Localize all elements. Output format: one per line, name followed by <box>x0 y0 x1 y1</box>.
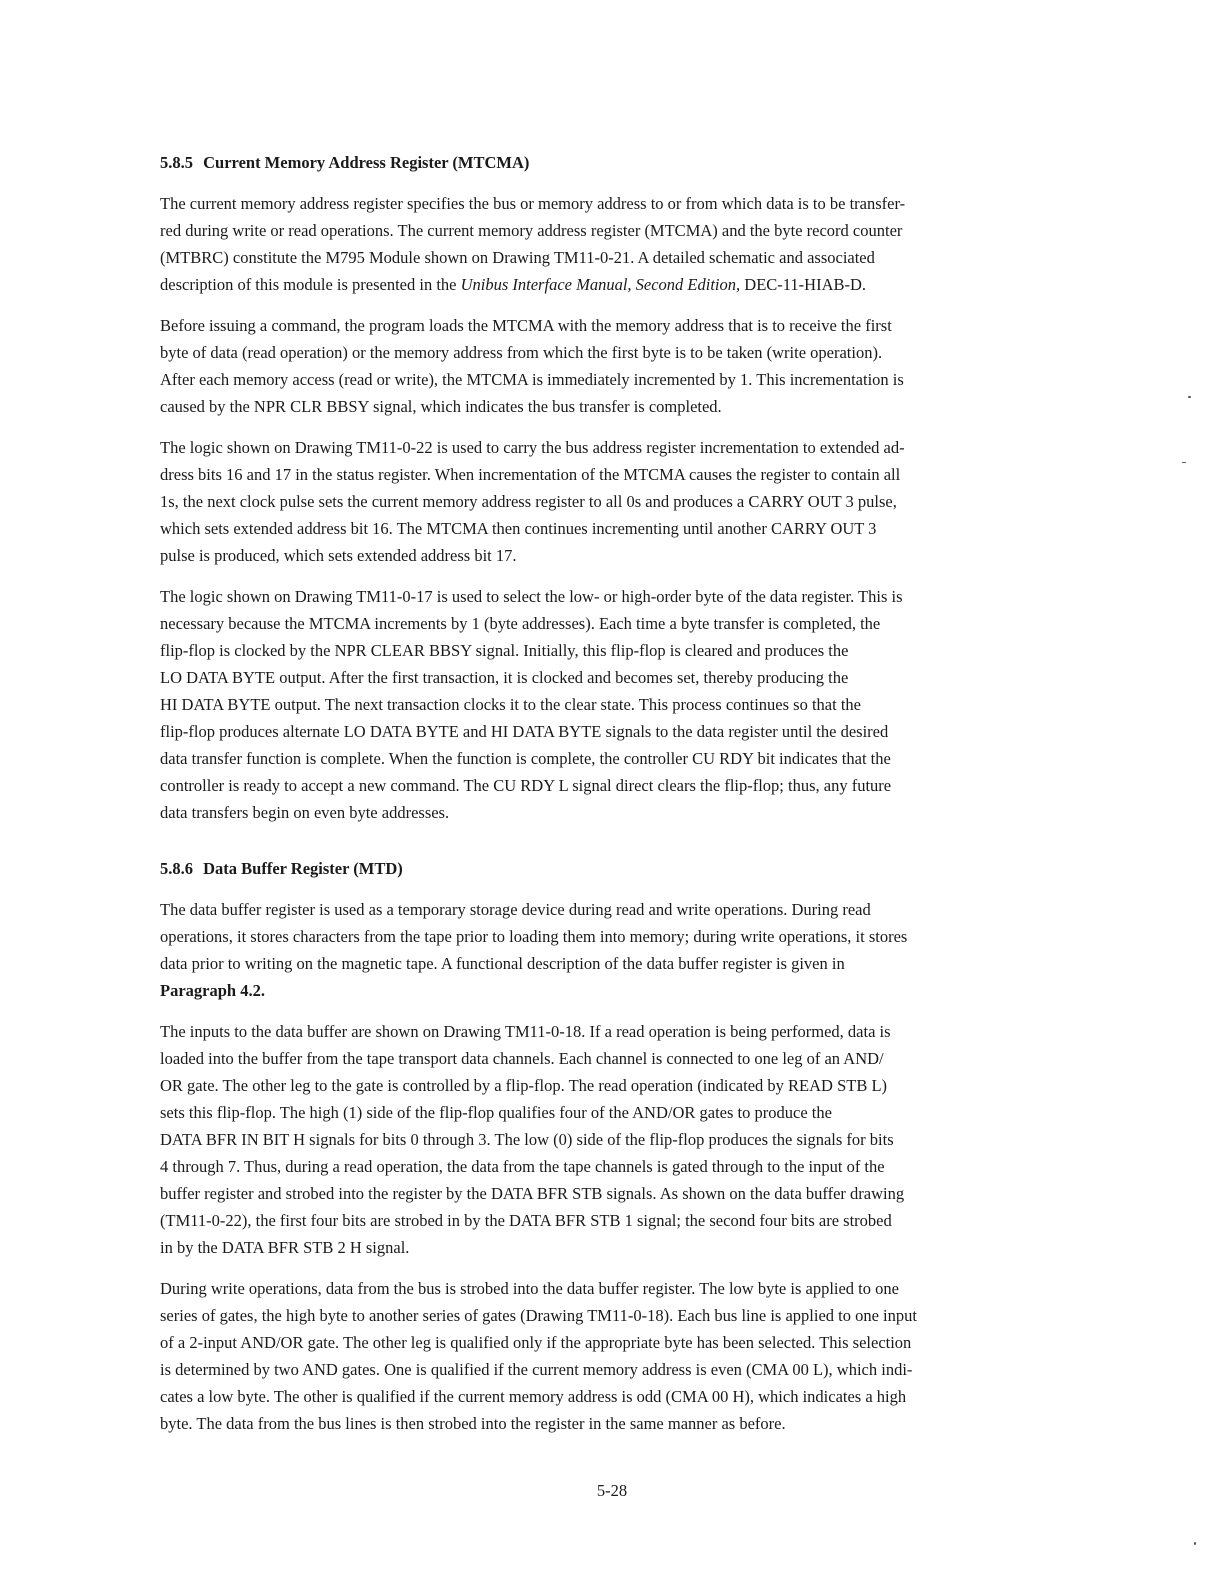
scan-speck <box>1188 396 1191 398</box>
text-line: 1s, the next clock pulse sets the current memory address register to all 0s and produces a CARRY OUT 3 pulse, <box>160 492 897 511</box>
text-line: data prior to writing on the magnetic tape. A functional description of the data buffer register is given in <box>160 954 845 973</box>
text-line: The inputs to the data buffer are shown on Drawing TM11-0-18. If a read operation is being performed, data is <box>160 1022 891 1041</box>
manual-code: DEC-11-HIAB-D. <box>740 275 867 294</box>
text-line: LO DATA BYTE output. After the first transaction, it is clocked and becomes set, thereby producing the <box>160 668 849 687</box>
text-line: necessary because the MTCMA increments by 1 (byte addresses). Each time a byte transfer is completed, the <box>160 614 881 633</box>
text-line: byte. The data from the bus lines is then strobed into the register in the same manner as before. <box>160 1414 786 1433</box>
section-title: Current Memory Address Register (MTCMA) <box>203 153 530 172</box>
text-line: buffer register and strobed into the register by the DATA BFR STB signals. As shown on the data buffer drawing <box>160 1184 905 1203</box>
section-number: 5.8.5 <box>160 153 193 172</box>
text-line: dress bits 16 and 17 in the status register. When incrementation of the MTCMA causes the register to contain all <box>160 465 901 484</box>
paragraph <box>160 583 1070 826</box>
text-line: The current memory address register specifies the bus or memory address to or from which data is to be transfer- <box>160 194 906 213</box>
paragraph <box>160 896 1070 1004</box>
text-line: After each memory access (read or write), the MTCMA is immediately incremented by 1. This incrementation is <box>160 370 904 389</box>
text-line: caused by the NPR CLR BBSY signal, which indicates the bus transfer is completed. <box>160 397 722 416</box>
text-line: sets this flip-flop. The high (1) side of the flip-flop qualifies four of the AND/OR gates to produce the <box>160 1103 832 1122</box>
text-line: controller is ready to accept a new command. The CU RDY L signal direct clears the flip-flop; thus, any future <box>160 776 892 795</box>
text-line: flip-flop is clocked by the NPR CLEAR BBSY signal. Initially, this flip-flop is cleared and produces the <box>160 641 849 660</box>
document-page <box>160 150 1070 1451</box>
text-line: series of gates, the high byte to another series of gates (Drawing TM11-0-18). Each bus line is applied to one input <box>160 1306 917 1325</box>
text-line: The data buffer register is used as a temporary storage device during read and write operations. During read <box>160 900 871 919</box>
text-line: byte of data (read operation) or the memory address from which the first byte is to be taken (write operation). <box>160 343 883 362</box>
text-line: (MTBRC) constitute the M795 Module shown on Drawing TM11-0-21. A detailed schematic and associated <box>160 248 875 267</box>
paragraph <box>160 312 1070 420</box>
page-number: 5-28 <box>596 1481 628 1500</box>
paragraph <box>160 434 1070 569</box>
text-line: data transfer function is complete. When the function is complete, the controller CU RDY bit indicates that the <box>160 749 891 768</box>
scan-speck <box>1194 1542 1196 1545</box>
text-line: DATA BFR IN BIT H signals for bits 0 through 3. The low (0) side of the flip-flop produces the signals for bits <box>160 1130 894 1149</box>
text-line <box>160 271 1070 298</box>
paragraph <box>160 190 1070 298</box>
section-heading-5-8-5 <box>160 150 1070 176</box>
section-title: Data Buffer Register (MTD) <box>203 859 403 878</box>
text-line: in by the DATA BFR STB 2 H signal. <box>160 1238 410 1257</box>
section-heading-5-8-6 <box>160 856 1070 882</box>
text-line: operations, it stores characters from the tape prior to loading them into memory; during write operations, it stores <box>160 927 908 946</box>
paragraph <box>160 1018 1070 1261</box>
scan-speck <box>1182 462 1186 463</box>
text-line: OR gate. The other leg to the gate is controlled by a flip-flop. The read operation (indicated by READ STB L) <box>160 1076 888 1095</box>
text-line: loaded into the buffer from the tape transport data channels. Each channel is connected to one leg of an AND/ <box>160 1049 884 1068</box>
text-line: HI DATA BYTE output. The next transaction clocks it to the clear state. This process continues so that the <box>160 695 862 714</box>
text-line: flip-flop produces alternate LO DATA BYTE and HI DATA BYTE signals to the data register until the desired <box>160 722 889 741</box>
section-number: 5.8.6 <box>160 859 193 878</box>
text-line: (TM11-0-22), the first four bits are strobed in by the DATA BFR STB 1 signal; the second four bits are strobed <box>160 1211 892 1230</box>
paragraph <box>160 1275 1070 1437</box>
text-line: 4 through 7. Thus, during a read operation, the data from the tape channels is gated through to the input of the <box>160 1157 885 1176</box>
text-line: The logic shown on Drawing TM11-0-17 is used to select the low- or high-order byte of the data register. This is <box>160 587 903 606</box>
text-line: The logic shown on Drawing TM11-0-22 is used to carry the bus address register incrementation to extended ad- <box>160 438 905 457</box>
paragraph-reference: Paragraph 4.2. <box>160 981 265 1000</box>
text-line: which sets extended address bit 16. The MTCMA then continues incrementing until another CARRY OUT 3 <box>160 519 877 538</box>
text-line: red during write or read operations. The current memory address register (MTCMA) and the byte record counter <box>160 221 903 240</box>
text-line: Before issuing a command, the program loads the MTCMA with the memory address that is to receive the first <box>160 316 892 335</box>
text-line: cates a low byte. The other is qualified if the current memory address is odd (CMA 00 H), which indicates a high <box>160 1387 907 1406</box>
text-line: is determined by two AND gates. One is qualified if the current memory address is even (CMA 00 L), which indi- <box>160 1360 913 1379</box>
text-segment: description of this module is presented in the <box>160 275 461 294</box>
manual-reference: Unibus Interface Manual, Second Edition, <box>460 275 741 294</box>
text-line: data transfers begin on even byte addresses. <box>160 803 450 822</box>
text-line: of a 2-input AND/OR gate. The other leg is qualified only if the appropriate byte has been selected. This selection <box>160 1333 912 1352</box>
text-line: pulse is produced, which sets extended address bit 17. <box>160 546 517 565</box>
text-line: During write operations, data from the bus is strobed into the data buffer register. The low byte is applied to one <box>160 1279 899 1298</box>
